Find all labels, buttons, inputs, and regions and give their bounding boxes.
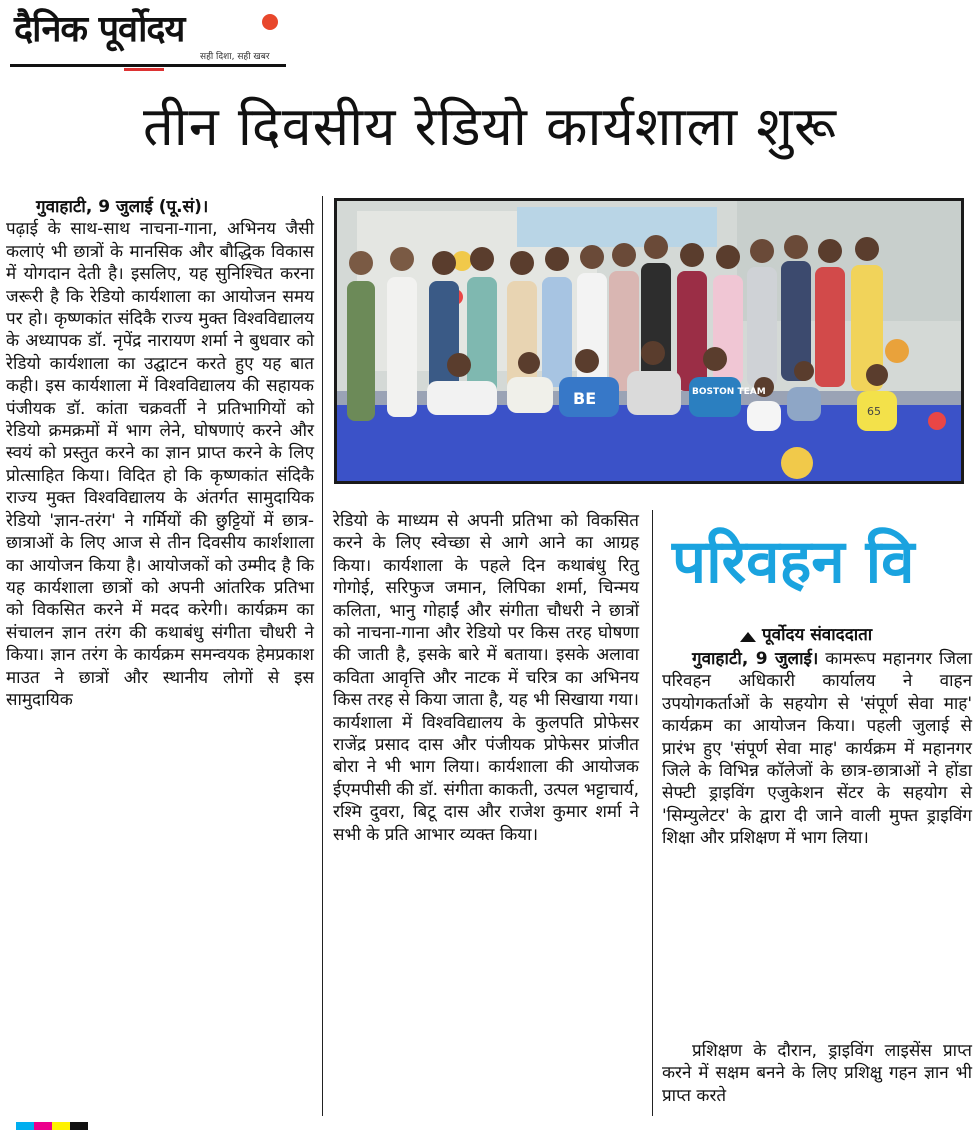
article-dateline: गुवाहाटी, 9 जुलाई (पू.सं)। [36,197,209,217]
masthead-rule [10,64,286,67]
second-article-para-1 [662,648,972,850]
article-column-2-text: रेडियो के माध्यम से अपनी प्रतिभा को विकसित करने के लिए स्वेच्छा से आगे आने का आग्रह किया। कार्यशाला के पहले दिन कथाबंधु रितु गोगोई, सरिफुज जमान, लिपिका शर्मा, चिन्मय कलिता, भानु गोहाईं और संगीता चौधरी ने छात्रों को नाचना-गाना और रेडियो पर किस तरह घोषणा की जाती है, इसके बारे में बताया। इसके अलावा कविता आवृत्ति और नाटक में चरित्र का अभिनय किस तरह से किया जाता है, यह भी सिखाया गया। कार्यशाला में विश्वविद्यालय के कुलपति प्रोफेसर राजेंद्र प्रसाद दास और पंजीयक प्रोफेसर प्रांजीत बोरा ने भी भाग लिया। कार्यशाला की आयोजक ईएमपीसी की डॉ. संगीता काकती, उत्पल भट्टाचार्य, रश्मि दुवरा, बिटू दास और राजेश कुमार शर्मा ने सभी के प्रति आभार व्यक्त किया। [333,511,639,845]
masthead-rule-accent [124,68,164,71]
article-column-1-text: पढ़ाई के साथ-साथ नाचना-गाना, अभिनय जैसी कलाएं भी छात्रों के मानसिक और बौद्धिक विकास में योगदान देती है। इसलिए, यह सुनिश्चित करना जरूरी है कि रेडियो कार्यशाला का आयोजन समय पर हो। कृष्णकांत संदिकै राज्य मुक्त विश्वविद्यालय के अध्यापक डॉ. नृपेंद्र नारायण शर्मा ने बुधवार को रेडियो कार्यशाला का उद्घाटन करते हुए यह बात कही। इस कार्यशाला में विश्वविद्यालय की सहायक पंजीयक डॉ. कांता चक्रवर्ती ने प्रतिभागियों को रेडियो क्रमक्रमों में भाग लेने, घोषणाएं करने और स्वयं को प्रस्तुत करने का ज्ञान प्राप्त करने के लिए प्रोत्साहित किया। विदित हो कि कृष्णकांत संदिकै राज्य मुक्त विश्वविद्यालय के अंतर्गत सामुदायिक रेडियो 'ज्ञान-तरंग' ने गर्मियों की छुट्टियों में छात्र-छात्राओं के लिए आज से तीन दिवसीय कार्शशाला का आयोजन किया है। आयोजकों को उम्मीद है कि यह कार्यशाला छात्रों को अपनी आंतरिक प्रतिभा को विकसित करने में मदद करेगी। कार्यक्रम का संचालन ज्ञान तरंग की कथाबंधु संगीता चौधरी ने किया। ज्ञान तरंग के कार्यक्रम समन्वयक हेमप्रकाश माउत ने छात्रों और स्थानीय लोगों से इस सामुदायिक [6,219,314,710]
article-headline: तीन दिवसीय रेडियो कार्यशाला शुरू [143,95,837,158]
event-photo [334,198,964,484]
column-divider [322,196,323,1116]
second-article-para-2: प्रशिक्षण के दौरान, ड्राइविंग लाइसेंस प्राप्त करने में सक्षम बनने के लिए प्रशिक्षु गहन ज्ञान भी प्राप्त करते [662,1041,972,1106]
print-mark-yellow [52,1122,70,1130]
photo-shirt-be: BE [573,389,597,408]
triangle-icon [740,632,756,642]
article-column-1 [6,196,314,711]
masthead-title: दैनिक पूर्वोदय [14,9,185,50]
print-mark-magenta [34,1122,52,1130]
print-mark-cyan [16,1122,34,1130]
masthead-tagline: सही दिशा, सही खबर [200,52,270,62]
event-photo-illustration [337,201,961,481]
print-mark-black [70,1122,88,1130]
second-article-dateline: गुवाहाटी, 9 जुलाई। [692,649,819,669]
second-article-byline: पूर्वोदय संवाददाता [762,625,873,645]
second-article-para-1-text: कामरूप महानगर जिला परिवहन अधिकारी कार्यालय ने वाहन उपयोगकर्ताओं के सहयोग से 'संपूर्ण सेवा माह' कार्यक्रम का आयोजन किया। पहली जुलाई से प्रारंभ हुए 'संपूर्ण सेवा माह' कार्यक्रम में महानगर जिले के विभिन्न कॉलेजों के छात्र-छात्राओं ने होंडा सेफ्टी ड्राइविंग एजुकेशन सेंटर के सहयोग से 'सिम्युलेटर' के द्वारा दी जाने वाली मुफ्त ड्राइविंग शिक्षा और प्रशिक्षण में भाग लिया। [662,649,972,849]
column-divider-2 [652,510,653,1116]
photo-shirt-number: 65 [867,405,881,418]
photo-shirt-boston: BOSTON TEAM [692,387,766,397]
second-article-headline: परिवहन वि [672,527,915,597]
masthead-logo-dot [262,14,278,30]
article-column-2 [333,510,639,846]
